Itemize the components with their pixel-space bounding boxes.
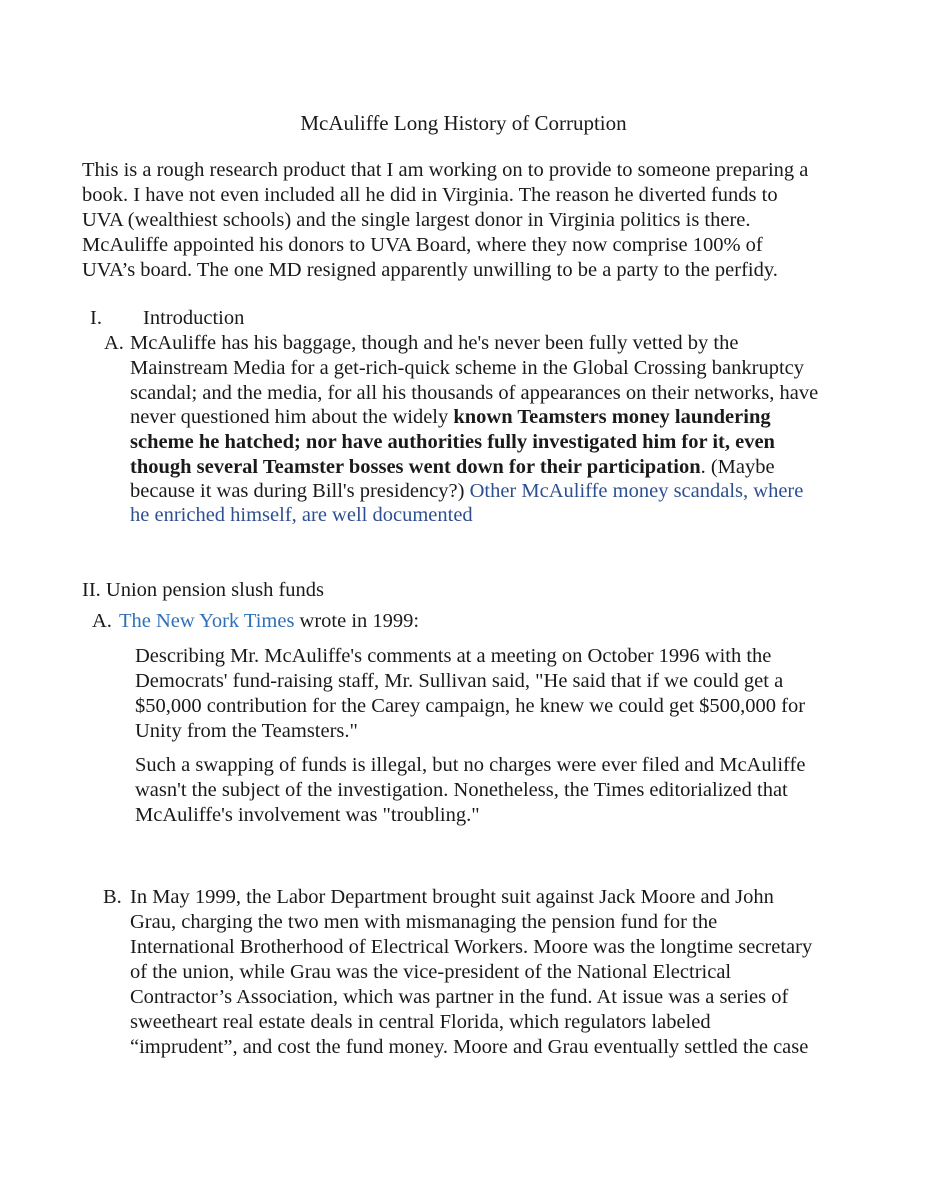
paragraph-line bbox=[130, 455, 775, 480]
intro-line: This is a rough research product that I am working on to provide to someone preparing a bbox=[82, 159, 809, 181]
page-title: McAuliffe Long History of Corruption bbox=[300, 111, 627, 135]
paragraph-line: In May 1999, the Labor Department brought suit against Jack Moore and John bbox=[130, 886, 774, 908]
plain-text: . (Maybe bbox=[700, 456, 775, 478]
paragraph-line: International Brotherhood of Electrical Workers. Moore was the longtime secretary bbox=[130, 936, 813, 958]
paragraph-line: Contractor’s Association, which was partner in the fund. At issue was a series of bbox=[130, 986, 789, 1008]
paragraph-line: sweetheart real estate deals in central Florida, which regulators labeled bbox=[130, 1011, 711, 1033]
paragraph-line: McAuliffe has his baggage, though and he's never been fully vetted by the bbox=[130, 332, 739, 354]
intro-line: McAuliffe appointed his donors to UVA Board, where they now comprise 100% of bbox=[82, 234, 763, 256]
bold-text: known Teamsters money laundering bbox=[453, 406, 771, 428]
list-marker: A. bbox=[92, 610, 112, 632]
paragraph-line: Such a swapping of funds is illegal, but no charges were ever filed and McAuliffe bbox=[135, 754, 806, 776]
paragraph-line: McAuliffe's involvement was "troubling." bbox=[135, 804, 480, 826]
intro-line: UVA’s board. The one MD resigned apparently unwilling to be a party to the perfidy. bbox=[82, 259, 778, 281]
quote-line: Describing Mr. McAuliffe's comments at a meeting on October 1996 with the bbox=[135, 645, 772, 667]
list-marker: A. bbox=[104, 332, 124, 354]
section-heading: II. Union pension slush funds bbox=[82, 579, 325, 601]
paragraph-line: wasn't the subject of the investigation. Nonetheless, the Times editorialized that bbox=[135, 779, 788, 801]
scandals-link[interactable]: Other McAuliffe money scandals, where bbox=[469, 480, 804, 502]
paragraph-line bbox=[119, 609, 419, 634]
paragraph-line: of the union, while Grau was the vice-president of the National Electrical bbox=[130, 961, 732, 983]
intro-line: book. I have not even included all he did in Virginia. The reason he diverted funds to bbox=[82, 184, 778, 206]
quote-line: $50,000 contribution for the Carey campaign, he knew we could get $500,000 for bbox=[135, 695, 806, 717]
plain-text: because it was during Bill's presidency?) bbox=[130, 480, 470, 502]
paragraph-line bbox=[130, 479, 803, 504]
section-heading: Introduction bbox=[143, 307, 245, 329]
quote-line: Unity from the Teamsters." bbox=[135, 720, 358, 742]
nyt-link[interactable]: The New York Times bbox=[119, 610, 295, 632]
list-marker: B. bbox=[103, 886, 122, 908]
paragraph-line: Grau, charging the two men with mismanaging the pension fund for the bbox=[130, 911, 718, 933]
paragraph-line: “imprudent”, and cost the fund money. Moore and Grau eventually settled the case bbox=[130, 1036, 809, 1058]
paragraph-line bbox=[130, 405, 771, 430]
scandals-link[interactable]: he enriched himself, are well documented bbox=[130, 504, 473, 526]
paragraph-line: scandal; and the media, for all his thousands of appearances on their networks, have bbox=[130, 382, 819, 404]
plain-text: wrote in 1999: bbox=[294, 610, 420, 632]
section-numeral: I. bbox=[90, 307, 102, 329]
paragraph-line: Mainstream Media for a get-rich-quick scheme in the Global Crossing bankruptcy bbox=[130, 357, 805, 379]
plain-text: never questioned him about the widely bbox=[130, 406, 454, 428]
bold-line: scheme he hatched; nor have authorities fully investigated him for it, even bbox=[130, 431, 775, 453]
bold-text: though several Teamster bosses went down for their participation bbox=[130, 456, 701, 478]
quote-line: Democrats' fund-raising staff, Mr. Sullivan said, "He said that if we could get a bbox=[135, 670, 784, 692]
intro-line: UVA (wealthiest schools) and the single largest donor in Virginia politics is there. bbox=[82, 209, 751, 231]
